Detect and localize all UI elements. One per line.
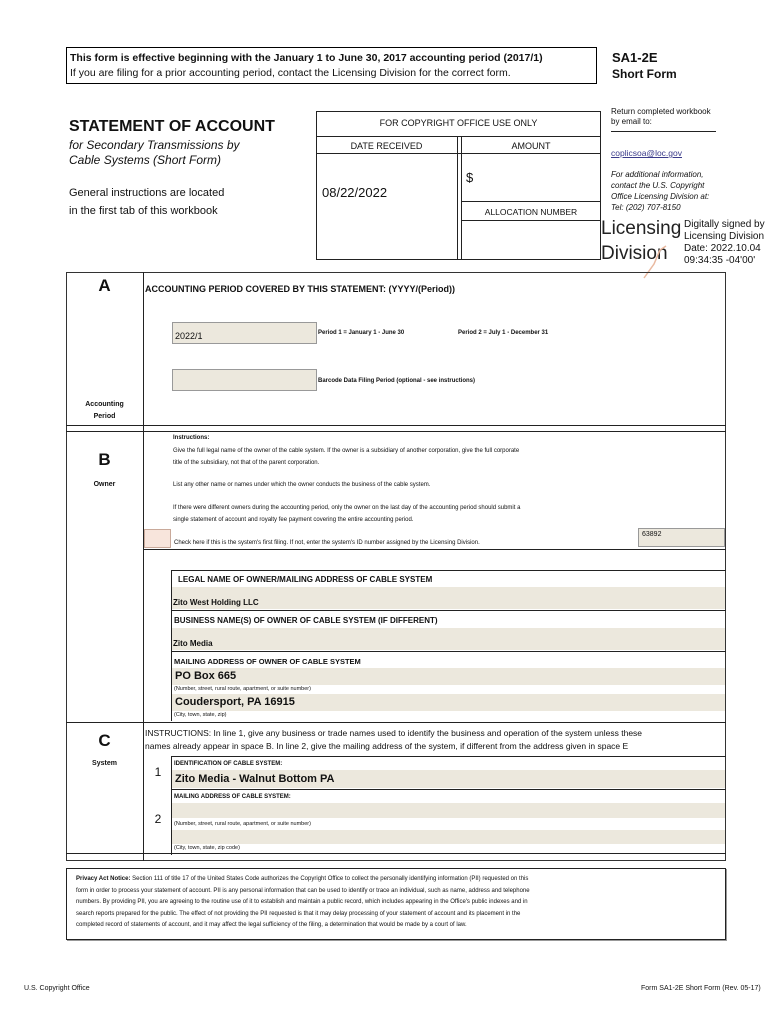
- page-subtitle-line2: Cable Systems (Short Form): [69, 153, 222, 167]
- mailing-address-heading: MAILING ADDRESS OF OWNER OF CABLE SYSTEM: [174, 657, 361, 666]
- privacy-notice-line5: completed record of statements of account, and it may affect the legal sufficiency of the filing, a determination that would be made by a court of law.: [76, 922, 467, 928]
- footer-left: U.S. Copyright Office: [24, 985, 90, 992]
- page-subtitle-line1: for Secondary Transmissions by: [69, 138, 240, 152]
- section-b-letter: B: [98, 450, 111, 469]
- footer-right: Form SA1-2E Short Form (Rev. 05-17): [641, 985, 761, 992]
- form-code: SA1-2E: [612, 50, 658, 65]
- signature-date-line2: 09:34:35 -04'00': [684, 255, 756, 266]
- address-line2-input[interactable]: [172, 694, 725, 711]
- section-c-letter: C: [98, 731, 111, 750]
- legal-name-input[interactable]: [172, 587, 725, 609]
- address-hint1: (Number, street, rural route, apartment, or suite number): [174, 686, 311, 692]
- system-mailing-address-line2-input[interactable]: [172, 830, 725, 844]
- signature-signed-line1: Digitally signed by: [684, 219, 765, 230]
- system-identification-input[interactable]: [172, 770, 725, 788]
- date-received-label: DATE RECEIVED: [350, 141, 423, 151]
- privacy-notice-line2: form in order to process your statement of account. PII is any personal information that can be used to identify or trace an individual, such as name, address and telephone: [76, 888, 530, 894]
- system-id-value: 63892: [642, 531, 662, 538]
- privacy-notice-line1: [76, 876, 528, 882]
- privacy-notice-text1: Section 111 of title 17 of the United States Code authorizes the Copyright Office to collect the personally identifying information (PII) requested on this: [130, 876, 529, 882]
- section-a-side-label-line1: Accounting: [85, 401, 124, 408]
- signature-signed-line2: Licensing Division: [684, 231, 765, 242]
- return-instruction-line2: by email to:: [611, 117, 652, 126]
- system-mailing-address-line1-input[interactable]: [172, 803, 725, 818]
- address-hint2: (City, town, state, zip): [174, 712, 227, 718]
- section-c-instructions-line1: INSTRUCTIONS: In line 1, give any business or trade names used to identify the business and operation of the system unless these: [145, 728, 643, 738]
- effective-notice-line1: This form is effective beginning with the January 1 to June 30, 2017 accounting period (2017/1): [70, 52, 543, 64]
- legal-name-value: Zito West Holding LLC: [173, 598, 259, 607]
- row2-hint1: (Number, street, rural route, apartment, or suite number): [174, 821, 311, 827]
- contact-info-line3: Office Licensing Division at:: [611, 192, 710, 201]
- address-line2-value: Coudersport, PA 16915: [175, 696, 295, 708]
- section-c-instructions-line2: names already appear in space B. In line 2, give the mailing address of the system, if different from the address given in space E: [145, 741, 629, 751]
- section-a-side-label-line2: Period: [93, 413, 116, 420]
- contact-info-line4: Tel: (202) 707-8150: [611, 203, 681, 212]
- section-b-instr-line3: List any other name or names under which the owner conducts the business of the cable system.: [173, 482, 431, 488]
- privacy-notice-label: Privacy Act Notice:: [76, 876, 131, 882]
- signature-date-line1: Date: 2022.10.04: [684, 243, 761, 254]
- office-use-heading: FOR COPYRIGHT OFFICE USE ONLY: [379, 118, 538, 128]
- row1-number: 1: [154, 765, 162, 779]
- barcode-period-label: Barcode Data Filing Period (optional - see instructions): [318, 378, 476, 384]
- amount-label: AMOUNT: [511, 141, 551, 151]
- address-line1-input[interactable]: [172, 668, 725, 685]
- date-received-value: 08/22/2022: [322, 185, 388, 200]
- system-identification-value: Zito Media - Walnut Bottom PA: [175, 773, 335, 785]
- accounting-period-value: 2022/1: [175, 331, 203, 341]
- row2-number: 2: [154, 812, 162, 826]
- row2-heading: MAILING ADDRESS OF CABLE SYSTEM:: [174, 794, 291, 800]
- privacy-notice-line3: numbers. By providing PII, you are agreeing to the routine use of it to establish and maintain a public record, which includes appearing in the Office's public indexes and in: [76, 899, 528, 905]
- section-b-instr-line4: If there were different owners during the accounting period, only the owner on the last day of the accounting period should submit a: [173, 505, 521, 511]
- business-name-heading: BUSINESS NAME(S) OF OWNER OF CABLE SYSTEM (IF DIFFERENT): [174, 616, 438, 625]
- effective-notice-line2: If you are filing for a prior accounting period, contact the Licensing Division for the correct form.: [70, 67, 511, 79]
- section-b-instr-line2: title of the subsidiary, not that of the parent corporation.: [173, 460, 320, 466]
- address-line1-value: PO Box 665: [175, 670, 237, 682]
- business-name-value: Zito Media: [173, 639, 213, 648]
- signature-name-line2: Division: [601, 243, 668, 264]
- system-id-input[interactable]: [638, 528, 725, 547]
- section-a-heading: ACCOUNTING PERIOD COVERED BY THIS STATEMENT: (YYYY/(Period)): [145, 284, 456, 294]
- section-c-side-label: System: [92, 760, 117, 767]
- contact-info-line1: For additional information,: [611, 170, 704, 179]
- general-instructions-line1: General instructions are located: [69, 187, 225, 199]
- amount-value: $: [466, 170, 474, 185]
- period2-note: Period 2 = July 1 - December 31: [458, 330, 549, 336]
- section-b-instr-line5: single statement of account and royalty fee payment covering the entire accounting period.: [173, 517, 414, 523]
- row2-hint2: (City, town, state, zip code): [174, 845, 240, 851]
- contact-email-link[interactable]: coplicsoa@loc.gov: [611, 148, 682, 158]
- accounting-period-input[interactable]: [172, 322, 317, 344]
- privacy-notice-line4: search reports prepared for the public. The effect of not providing the PII requested is that it may delay processing of your statement of account and its placement in the: [76, 911, 521, 917]
- legal-name-heading: LEGAL NAME OF OWNER/MAILING ADDRESS OF CABLE SYSTEM: [178, 575, 433, 584]
- row1-heading: IDENTIFICATION OF CABLE SYSTEM:: [174, 761, 283, 767]
- section-b-instr-line1: Give the full legal name of the owner of the cable system. If the owner is a subsidiary of another corporation, give the full corporate: [173, 448, 520, 454]
- section-b-instructions-heading: Instructions:: [173, 435, 210, 441]
- business-name-input[interactable]: [172, 628, 725, 650]
- page-title: STATEMENT OF ACCOUNT: [69, 118, 275, 135]
- first-filing-checkbox[interactable]: [144, 529, 171, 548]
- allocation-number-label: ALLOCATION NUMBER: [484, 207, 578, 217]
- barcode-period-input[interactable]: [172, 369, 317, 391]
- general-instructions-line2: in the first tab of this workbook: [69, 205, 218, 217]
- section-a-letter: A: [98, 276, 111, 295]
- contact-info-line2: contact the U.S. Copyright: [611, 181, 705, 190]
- form-type: Short Form: [612, 67, 677, 81]
- section-b-side-label: Owner: [93, 481, 116, 488]
- return-instruction-line1: Return completed workbook: [611, 107, 711, 116]
- period1-note: Period 1 = January 1 - June 30: [318, 330, 405, 336]
- first-filing-text: Check here if this is the system's first filing. If not, enter the system's ID number assigned by the Licensing Division.: [174, 540, 480, 546]
- signature-name-line1: Licensing: [601, 218, 682, 239]
